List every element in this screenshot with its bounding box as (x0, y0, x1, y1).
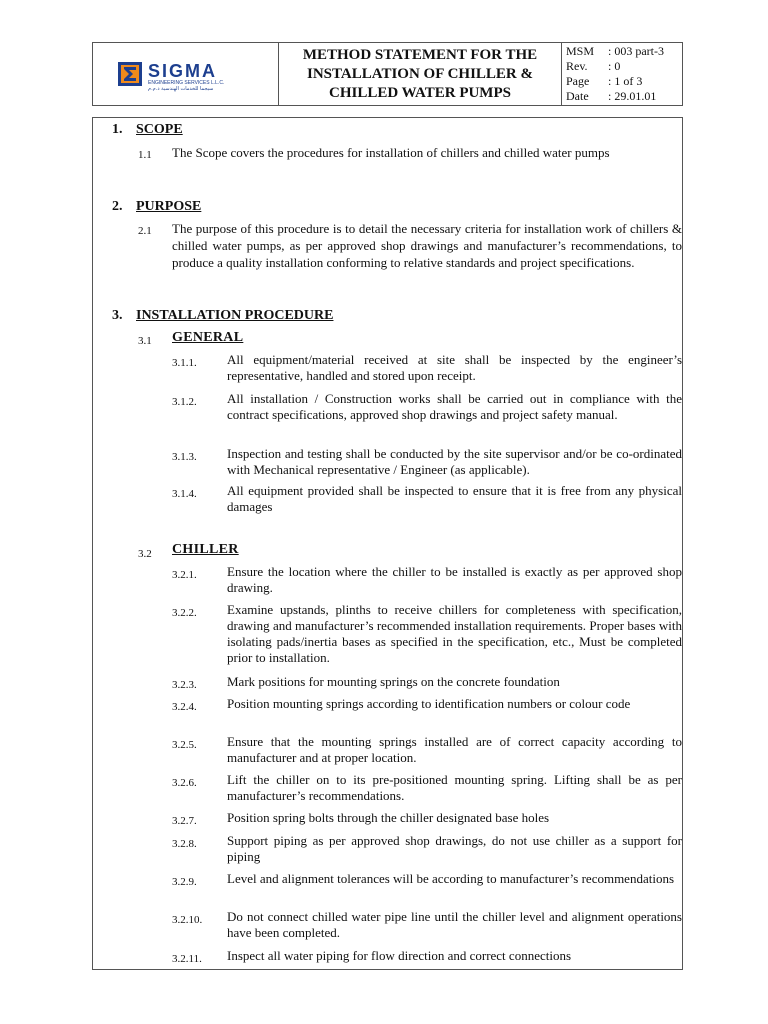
item-number: 3.1.4. (172, 488, 197, 500)
item-text: Position mounting springs according to identification numbers or colour code (227, 696, 631, 711)
item-text: Support piping as per approved shop drawings, do not use chiller as a support for piping (227, 833, 682, 864)
item-number: 3.2.2. (172, 607, 197, 619)
section-number: 2. (112, 199, 123, 214)
meta-row-msm: MSM : 003 part-3 (566, 44, 664, 58)
item-number: 3.1.2. (172, 396, 197, 408)
item-text: Level and alignment tolerances will be according to manufacturer’s recommendations (227, 871, 675, 886)
document-title (279, 43, 562, 105)
item-text: All equipment provided shall be inspected to ensure that it is free from any physical damages (227, 483, 682, 514)
item-number: 3.2.10. (172, 914, 203, 926)
logo-cell (93, 43, 279, 105)
item-text: Ensure that the mounting springs installed are of correct capacity according to manufacturer and at proper location. (227, 734, 682, 765)
section-heading-purpose: PURPOSE (136, 199, 202, 214)
document-header (92, 42, 683, 106)
section-number: 1. (112, 122, 123, 137)
meta-row-page: Page : 1 of 3 (566, 74, 643, 88)
sigma-logo (116, 56, 256, 92)
title-line-3: CHILLED WATER PUMPS (329, 84, 511, 101)
title-line-2: INSTALLATION OF CHILLER & (306, 65, 533, 82)
item-text: All installation / Construction works shall be carried out in compliance with the contract specifications, approved shop drawings and project safety manual. (227, 391, 682, 422)
item-number: 3.2.4. (172, 701, 197, 713)
section-heading-installation: INSTALLATION PROCEDURE (136, 308, 334, 323)
item-text: Mark positions for mounting springs on the concrete foundation (227, 674, 560, 689)
section-number: 3. (112, 308, 123, 323)
item-text: Position spring bolts through the chiller designated base holes (227, 810, 550, 825)
item-text: The Scope covers the procedures for installation of chillers and chilled water pumps (172, 145, 610, 160)
item-number: 3.2.11. (172, 953, 202, 965)
item-number: 3.2.9. (172, 876, 197, 888)
subsection-heading-general: GENERAL (172, 330, 244, 345)
meta-row-date: Date : 29.01.01 (566, 89, 657, 103)
subsection-number: 3.1 (138, 335, 152, 347)
item-number: 3.2.8. (172, 838, 197, 850)
item-number: 3.2.6. (172, 777, 197, 789)
item-text: Do not connect chilled water pipe line until the chiller level and alignment operations have been completed. (227, 909, 682, 940)
document-meta (562, 43, 682, 105)
logo-subtitle-en: ENGINEERING SERVICES L.L.C. (147, 80, 224, 86)
subsection-heading-chiller: CHILLER (172, 542, 239, 557)
item-number: 3.2.3. (172, 679, 197, 691)
item-text: Ensure the location where the chiller to be installed is exactly as per approved shop drawing. (227, 564, 682, 595)
item-text: Inspect all water piping for flow direction and correct connections (227, 948, 572, 963)
item-number: 1.1 (138, 149, 152, 161)
item-text: All equipment/material received at site shall be inspected by the engineer’s representative, handled and stored upon receipt. (227, 352, 682, 383)
item-number: 3.2.5. (172, 739, 197, 751)
item-number: 2.1 (138, 225, 152, 237)
section-heading-scope: SCOPE (136, 122, 183, 137)
title-line-1: METHOD STATEMENT FOR THE (302, 46, 538, 63)
item-text: The purpose of this procedure is to detail the necessary criteria for installation work of chillers & chilled water pumps, as per approved shop drawings and manufacturer’s recommendations, to produce a quality installation conforming to relative standards and project specifications. (172, 221, 682, 270)
logo-brand: SIGMA (147, 61, 217, 81)
item-text: Examine upstands, plinths to receive chillers for completeness with specification, drawing and manufacturer’s recommended installation requirements. Proper bases with isolating pads/inertia bases as specified in the specification, etc., Must be completed prior to installation. (227, 602, 682, 665)
item-number: 3.2.1. (172, 569, 197, 581)
meta-row-rev: Rev. : 0 (566, 59, 621, 73)
logo-subtitle-ar: سيجما للخدمات الهندسية ذ.م.م (147, 86, 213, 92)
item-text: Lift the chiller on to its pre-positioned mounting spring. Lifting shall be as per manufacturer’s recommendations. (227, 772, 682, 803)
item-number: 3.1.3. (172, 451, 197, 463)
item-text: Inspection and testing shall be conducted by the site supervisor and/or be co-ordinated with Mechanical representative / Engineer (as applicable). (227, 446, 682, 477)
item-number: 3.1.1. (172, 357, 197, 369)
item-number: 3.2.7. (172, 815, 197, 827)
subsection-number: 3.2 (138, 548, 152, 560)
